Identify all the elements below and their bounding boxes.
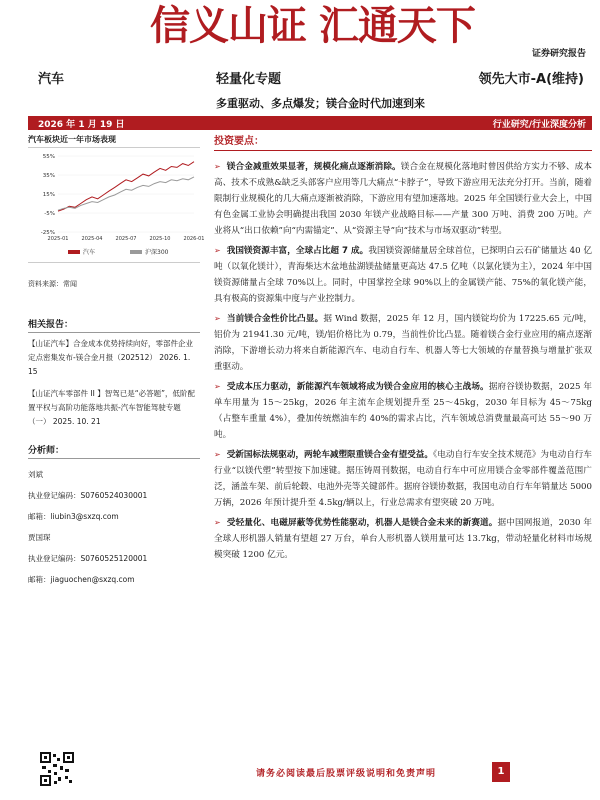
- chart-source: 资料来源：常闻: [28, 280, 77, 288]
- legend-swatch: [68, 250, 80, 254]
- y-tick-label: -5%: [44, 211, 55, 217]
- disclaimer-notice[interactable]: 请务必阅读最后股票评级说明和免责声明: [256, 769, 437, 779]
- point-lead: 镁合金减重效果显著，规模化痛点逐渐消除。: [226, 162, 401, 172]
- report-subtitle: 多重驱动、多点爆发；镁合金时代加速到来: [216, 97, 425, 110]
- point-4: [214, 379, 592, 443]
- analyst-title: 分析师：: [28, 446, 65, 456]
- x-tick-label: 2025-10: [149, 236, 171, 242]
- analyst-email[interactable]: 邮箱：liubin3@sxzq.com: [28, 512, 119, 521]
- arrow-icon: ➢: [214, 518, 221, 527]
- brand-slogan: 信义山证 汇通天下: [150, 2, 475, 49]
- y-tick-label: 15%: [42, 192, 55, 198]
- report-date: 2026 年 1 月 19 日: [38, 120, 125, 130]
- legend-label: 汽车: [83, 249, 96, 256]
- point-lead: 我国镁资源丰富，全球占比超 7 成。: [226, 246, 369, 256]
- point-body: 据府谷镁协数据，2025 年单车用量为 15～25kg，2026 年主流车企规划提升至 25～45kg，2030 年目标为 45～75kg（占整车重量 4%），叠加传统燃油车约 40%的需求占比，汽车领域总消费量最高可达 55～90 万吨。: [214, 382, 592, 440]
- analyst-1: [28, 469, 200, 522]
- analyst-name: 刘斌: [28, 470, 43, 479]
- footer: [240, 762, 592, 786]
- point-lead: 受成本压力驱动，新能源汽车领域将成为镁合金应用的核心主战场。: [226, 382, 489, 392]
- point-body: 据中国网报道，2030 年全球人形机器人销量有望超 27 万台，单台人形机器人镁用量可达 13.7kg，带动轻量化材料市场规模突破 1200 亿元。: [214, 518, 592, 560]
- industry-label: 汽车: [38, 72, 65, 87]
- divider: [28, 332, 200, 333]
- arrow-icon: ➢: [214, 382, 221, 391]
- y-tick-label: 55%: [42, 154, 55, 160]
- divider: [28, 458, 200, 459]
- market-chart: [28, 147, 205, 263]
- series-line-1: [58, 162, 194, 211]
- report-tag: 证券研究报告: [531, 49, 586, 59]
- point-body: 我国镁资源储量居全球首位，已探明白云石矿储量达 40 亿吨（以氧化镁计），青海柴达木盆地盐湖镁盐储量更高达 47.5 亿吨（以氯化镁为主），2024 年中国镁资源储量占全球 70%以上。同时，中国掌控全球 90%以上的金属镁产能、75%的氧化镁产能，具有极高的资源集中度与产业控制力。: [214, 246, 592, 304]
- related-report-1[interactable]: 【山证汽车】合金成本优势持续向好，零部件企业定点密集发布-镁合金月报（202512） 2026. 1. 15: [28, 339, 193, 376]
- date-bar: [28, 116, 592, 130]
- investment-highlights: [214, 132, 592, 567]
- page-number: 1: [492, 762, 510, 782]
- point-body: 《电动自行车安全技术规范》为电动自行车行业“以镁代塑”转型按下加速键。据压铸周刊数据，电动自行车中可应用镁合金零部件覆盖范围广泛，涵盖车架、前后轮毂、电池外壳等关键部件。据府谷镁协数据，我国电动自行车年销量达 5000 万辆，2026 年预计提升至 4.5kg/辆以上，行业总需求有望突破 20 万吨。: [214, 450, 592, 508]
- arrow-icon: ➢: [214, 314, 221, 323]
- x-tick-label: 2025-04: [81, 236, 103, 242]
- legend-label: 沪深300: [145, 249, 169, 256]
- arrow-icon: ➢: [214, 450, 221, 459]
- analyst-name: 贾国琛: [28, 533, 51, 542]
- point-lead: 受轻量化、电磁屏蔽等优势性能驱动，机器人是镁合金未来的新赛道。: [226, 518, 498, 528]
- point-lead: 当前镁合金性价比凸显。: [226, 314, 324, 324]
- analyst-email[interactable]: 邮箱：jiaguochen@sxzq.com: [28, 575, 135, 584]
- x-tick-label: 2025-07: [115, 236, 137, 242]
- arrow-icon: ➢: [214, 246, 221, 255]
- point-2: [214, 243, 592, 307]
- rating-label: 领先大市-A(维持): [478, 72, 584, 87]
- chart-svg: [28, 148, 205, 264]
- analyst-license: 执业登记编码：S0760525120001: [28, 554, 148, 563]
- report-banner: [0, 0, 600, 62]
- qr-code-icon: [40, 752, 74, 786]
- point-body: 据 Wind 数据，2025 年 12 月，国内镁锭均价为 17225.65 元/吨，铝价为 21941.30 元/吨，镁/铝价格比为 0.79，当前性价比凸显。随着镁合金行业应用的痛点逐渐消除，下游增长动力将来自新能源汽车、电动自行车、机器人等七大领域的存量替换与增量扩张双重驱动。: [214, 314, 592, 372]
- legend-swatch: [130, 250, 142, 254]
- report-header: [38, 68, 584, 88]
- y-tick-label: -25%: [40, 230, 55, 236]
- analyst-license: 执业登记编码：S0760524030001: [28, 491, 148, 500]
- y-tick-label: 35%: [42, 173, 55, 179]
- report-type: 行业研究/行业深度分析: [492, 120, 586, 130]
- related-title: 相关报告：: [28, 320, 74, 330]
- point-6: [214, 515, 592, 563]
- title-rule: [214, 150, 592, 151]
- x-tick-label: 2025-01: [47, 236, 69, 242]
- point-body: 镁合金在规模化落地时曾因供给方实力不够、成本高、技术不成熟&缺乏头部客户应用等几大痛点“卡脖子”，导致下游应用无法充分打开。当前，随着限制行业规模化的几大痛点逐渐被消除，下游应用有望加速落地。2025 年全国镁行业大会上，中国有色金属工业协会明确提出我国 2030 年镁产业战略目标——产量 300 万吨、消费 200 万吨。产业将从“出口依赖”向“内需锚定”、从“资源主导”向“技术与市场双驱动”转型。: [214, 162, 592, 236]
- topic-label: 轻量化专题: [216, 72, 282, 87]
- related-report-2[interactable]: 【山证汽车零部件 II 】智驾已是“必答题”，低阶配置平权与高阶功能落地共振-汽车智能驾驶专题（一） 2025. 10. 21: [28, 389, 195, 426]
- section-title: 投资要点：: [214, 136, 264, 147]
- analyst-2: [28, 532, 200, 585]
- point-lead: 受新国标法规驱动，两轮车减塑限重镁合金有望受益。: [226, 450, 433, 460]
- point-5: [214, 447, 592, 511]
- sidebar: [28, 132, 205, 595]
- arrow-icon: ➢: [214, 162, 221, 171]
- point-3: [214, 311, 592, 375]
- x-tick-label: 2026-01: [183, 236, 205, 242]
- chart-title: 汽车板块近一年市场表现: [28, 135, 116, 144]
- point-1: [214, 159, 592, 239]
